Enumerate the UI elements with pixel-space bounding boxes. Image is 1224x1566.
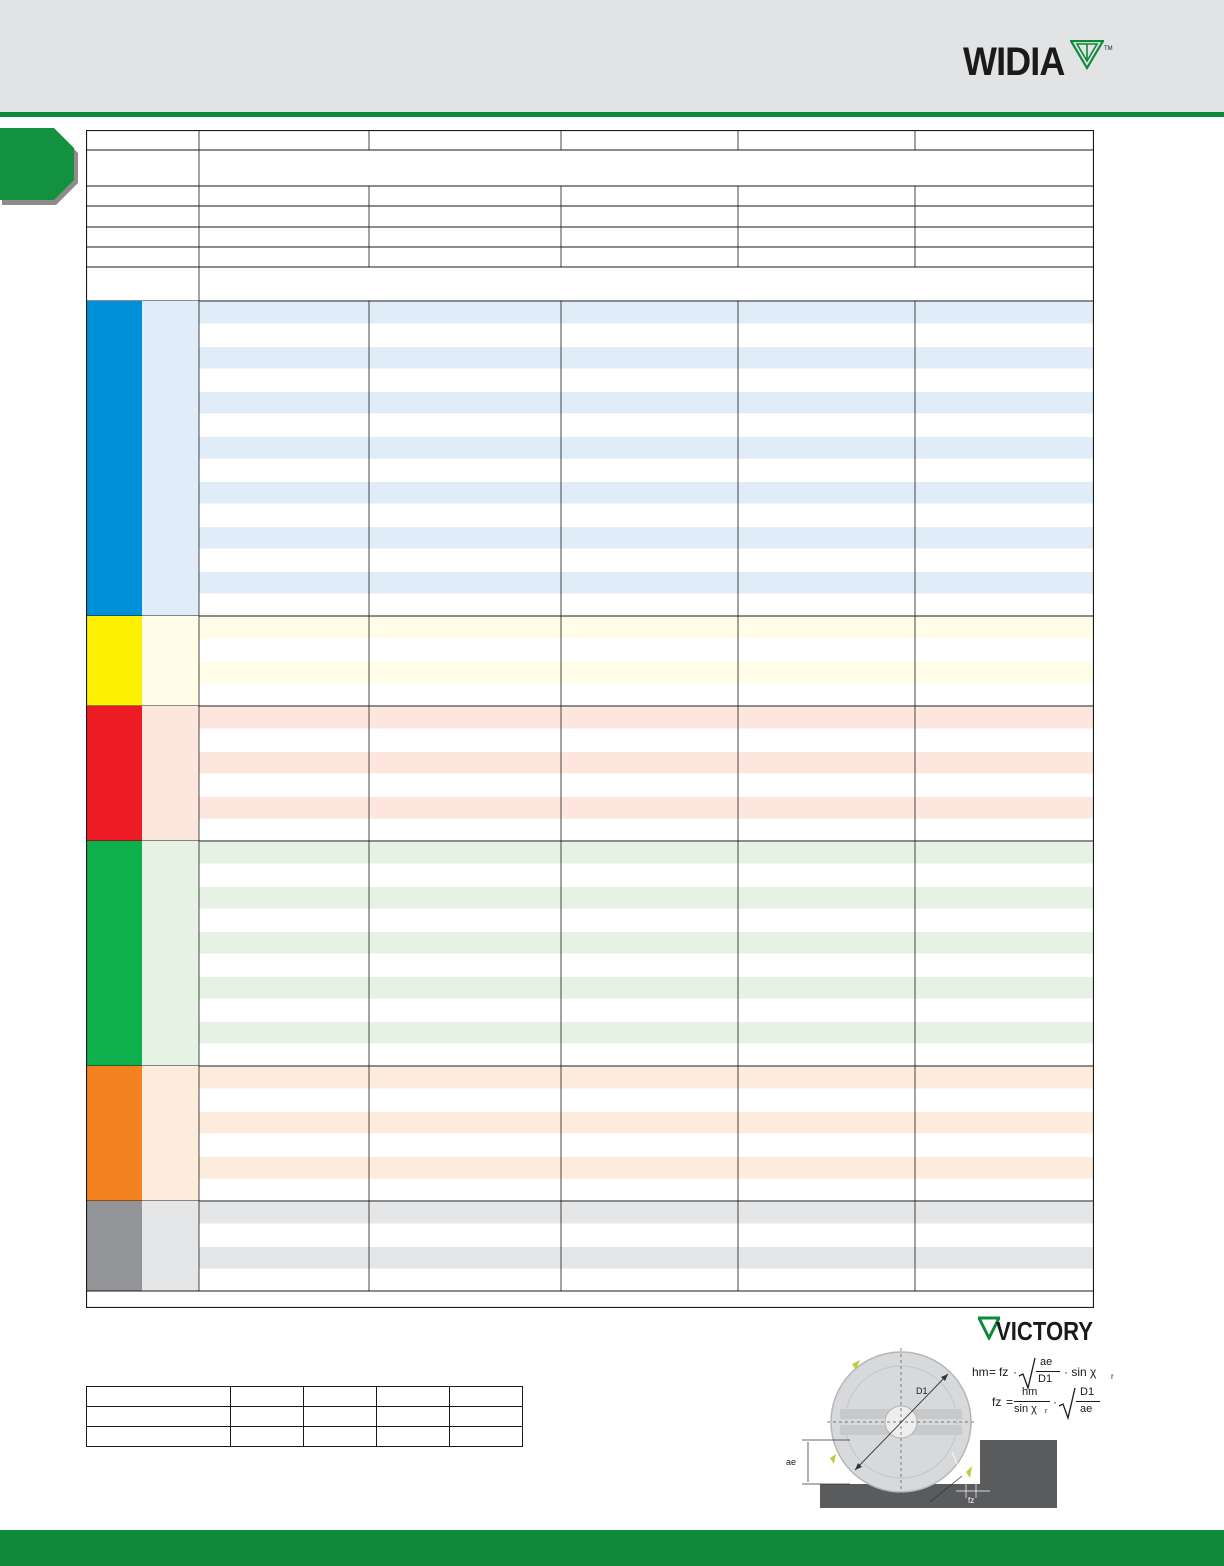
table-row: [199, 1270, 1094, 1292]
table-row: [199, 1067, 1094, 1089]
widia-wordmark: WIDIA: [963, 40, 1065, 84]
cutting-data-table: [86, 130, 1094, 1308]
formula-fz: fz = hm sin χ r · D1 ae: [992, 1386, 1122, 1422]
formula-fz-lhs: fz: [992, 1395, 1002, 1409]
reference-table: [86, 1386, 523, 1447]
table-row: [199, 1202, 1094, 1224]
header-rule: [0, 112, 1224, 117]
table-row: [199, 437, 1094, 459]
widia-logo: [963, 40, 1113, 84]
table-row: [199, 1022, 1094, 1044]
material-group-m-subband: [142, 616, 199, 706]
table-row: [199, 910, 1094, 932]
material-group-n-band: [86, 841, 142, 1066]
material-group-h-subband: [142, 1201, 199, 1291]
hm-label: hm: [914, 1507, 926, 1516]
table-row: [199, 347, 1094, 369]
formula-hm: hm = fz · ae D1 · sin χ r: [972, 1356, 1122, 1392]
material-group-s-band: [86, 1066, 142, 1201]
table-row: [199, 1135, 1094, 1157]
table-row: [199, 325, 1094, 347]
table-row: [199, 932, 1094, 954]
table-row: [199, 392, 1094, 414]
table-row: [199, 752, 1094, 774]
table-row: [199, 370, 1094, 392]
material-group-p-subband: [142, 301, 199, 616]
table-row: [199, 775, 1094, 797]
table-row: [199, 730, 1094, 752]
material-group-p-band: [86, 301, 142, 616]
table-row: [199, 595, 1094, 617]
insert-marker: [966, 1466, 972, 1478]
d1-label: D1: [916, 1386, 928, 1396]
table-row: [199, 685, 1094, 707]
table-row: [199, 662, 1094, 684]
table-row: [199, 550, 1094, 572]
page-footer: [0, 1530, 1224, 1566]
ae-label: ae: [786, 1457, 797, 1467]
table-row: [199, 505, 1094, 527]
formula-hm-lhs: hm: [972, 1365, 989, 1379]
table-row: [87, 1427, 523, 1447]
trademark-mark: TM: [1104, 46, 1113, 52]
material-group-m-band: [86, 616, 142, 706]
table-row: [199, 1157, 1094, 1179]
table-row: [199, 572, 1094, 594]
table-row: [199, 820, 1094, 842]
table-row: [199, 955, 1094, 977]
material-group-h-band: [86, 1201, 142, 1291]
table-row: [199, 415, 1094, 437]
victory-wordmark: VICTORY: [996, 1316, 1094, 1346]
material-group-k-band: [86, 706, 142, 841]
table-row: [199, 1090, 1094, 1112]
material-group-k-subband: [142, 706, 199, 841]
table-row: [199, 1112, 1094, 1134]
table-row: [87, 1387, 523, 1407]
widia-triangle-icon: [1070, 40, 1104, 70]
table-row: [199, 1180, 1094, 1202]
table-row: [199, 1247, 1094, 1269]
table-row: [199, 842, 1094, 864]
table-row: [199, 1225, 1094, 1247]
table-row: [199, 482, 1094, 504]
table-row: [199, 887, 1094, 909]
table-row: [87, 1407, 523, 1427]
table-row: [199, 527, 1094, 549]
table-row: [199, 707, 1094, 729]
material-group-n-subband: [142, 841, 199, 1066]
workpiece-block: [980, 1440, 1057, 1508]
table-row: [199, 865, 1094, 887]
table-row: [199, 460, 1094, 482]
fz-label: fz: [968, 1496, 975, 1505]
table-row: [199, 1045, 1094, 1067]
table-row: [199, 302, 1094, 324]
table-row: [199, 977, 1094, 999]
table-row: [199, 617, 1094, 639]
material-group-s-subband: [142, 1066, 199, 1201]
table-row: [199, 640, 1094, 662]
insert-marker: [830, 1454, 836, 1464]
section-tab: [0, 128, 80, 206]
table-row: [199, 1000, 1094, 1022]
table-row: [199, 797, 1094, 819]
